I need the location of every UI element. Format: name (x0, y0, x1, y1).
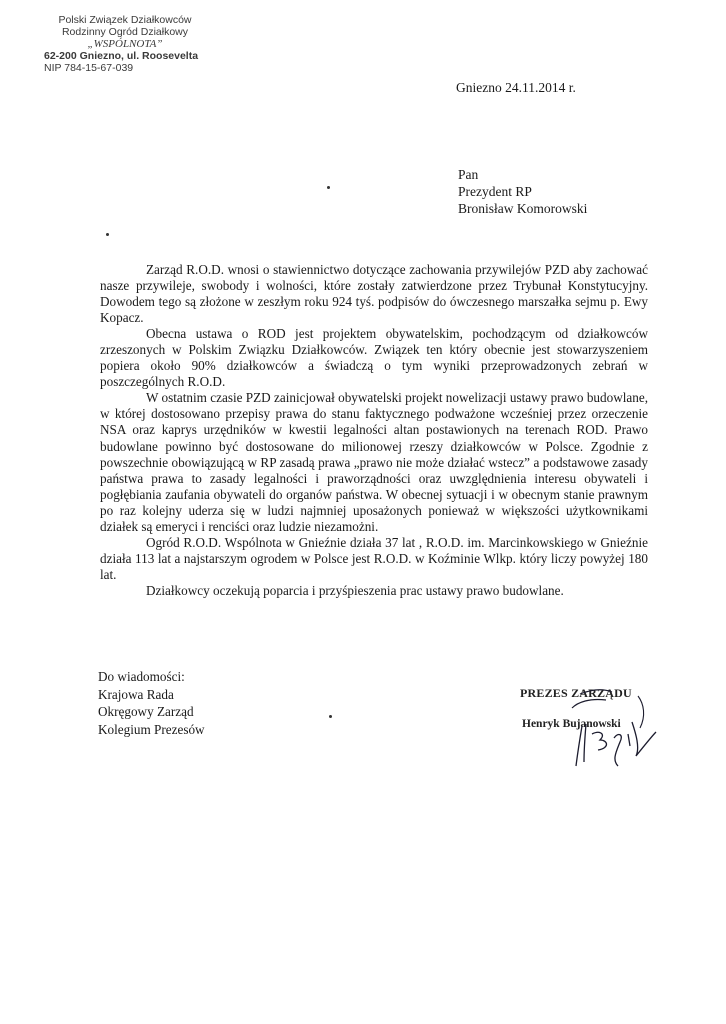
scan-speck (106, 233, 109, 236)
cc-recipient: Krajowa Rada (98, 686, 174, 702)
handwritten-signature (520, 686, 680, 776)
signature-stamp (520, 686, 680, 776)
signature-title: PREZES ZARZĄDU (520, 686, 632, 700)
stamp-line-1: Polski Związek Działkowców (58, 14, 192, 26)
stamp-line-3: „WSPÓLNOTA” (87, 38, 163, 50)
cc-heading: Do wiadomości: (98, 669, 185, 684)
organization-stamp (30, 14, 220, 74)
body-paragraph: Zarząd R.O.D. wnosi o stawiennictwo dotyczące zachowania przywilejów PZD aby zachować nasze przywileje, swobody i wolności, które zostały zatwierdzone przez Trybunał Konstytucyjny. Dowodem tego są złożone w zeszłym roku 924 tyś. podpisów do ówczesnego marszałka sejmu p. Ewy Kopacz. (100, 262, 648, 326)
body-paragraph: Obecna ustawa o ROD jest projektem obywatelskim, pochodzącym od działkowców zrzeszonych w Polskim Związku Działkowców. Związek ten który obecnie jest stowarzyszeniem popiera około 90% działkowców a świadczą o tym wyniki przeprowadzonych zebrań w poszczególnych R.O.D. (100, 326, 648, 390)
letter-date: Gniezno 24.11.2014 r. (456, 80, 576, 95)
signature-name: Henryk Bujanowski (522, 718, 621, 730)
stamp-line-4: 62-200 Gniezno, ul. Roosevelta (44, 50, 199, 62)
scan-speck (327, 186, 330, 189)
addressee-line: Pan (458, 167, 479, 182)
letter-body (100, 262, 648, 599)
cc-list (98, 668, 205, 738)
stamp-line-2: Rodzinny Ogród Działkowy (61, 26, 189, 38)
cc-recipient: Okręgowy Zarząd (98, 704, 194, 719)
addressee-line: Prezydent RP (458, 184, 532, 199)
addressee-line: Bronisław Komorowski (458, 201, 588, 216)
addressee-block (458, 166, 587, 217)
cc-recipient: Kolegium Prezesów (98, 721, 205, 737)
scan-speck (329, 715, 332, 718)
stamp-line-5: NIP 784-15-67-039 (44, 62, 134, 74)
body-paragraph: W ostatnim czasie PZD zainicjował obywatelski projekt nowelizacji ustawy prawo budowlane, w której dostosowano przepisy prawa do stanu faktycznego podważone wcześniej przez orzeczenie NSA oraz kaprys urzędników w kwestii legalności altan postawionych na terenach ROD. Prawo budowlane powinno być dostosowane do milionowej rzeszy działkowców w Polsce. Zgodnie z powszechnie obowiązującą w RP zasadą prawa „prawo nie może działać wstecz” a podstawowe zasady państwa prawa to zasady legalności i praworządności oraz uwzględnienia interesu obywateli i pogłębiania zaufania obywateli do organów państwa. W obecnej sytuacji i w obecnym stanie prawnym po raz kolejny uderza się w ludzi najmniej uposażonych ponieważ w większości użytkownikami działek są emeryci i renciści oraz ludzie niezamożni. (100, 390, 648, 534)
body-paragraph: Działkowcy oczekują poparcia i przyśpieszenia prac ustawy prawo budowlane. (146, 582, 564, 598)
body-paragraph: Ogród R.O.D. Wspólnota w Gnieźnie działa 37 lat , R.O.D. im. Marcinkowskiego w Gnieźnie działa 113 lat a najstarszym ogrodem w Polsce jest R.O.D. w Koźminie Wlkp. który liczy powyżej 180 lat. (100, 534, 648, 582)
